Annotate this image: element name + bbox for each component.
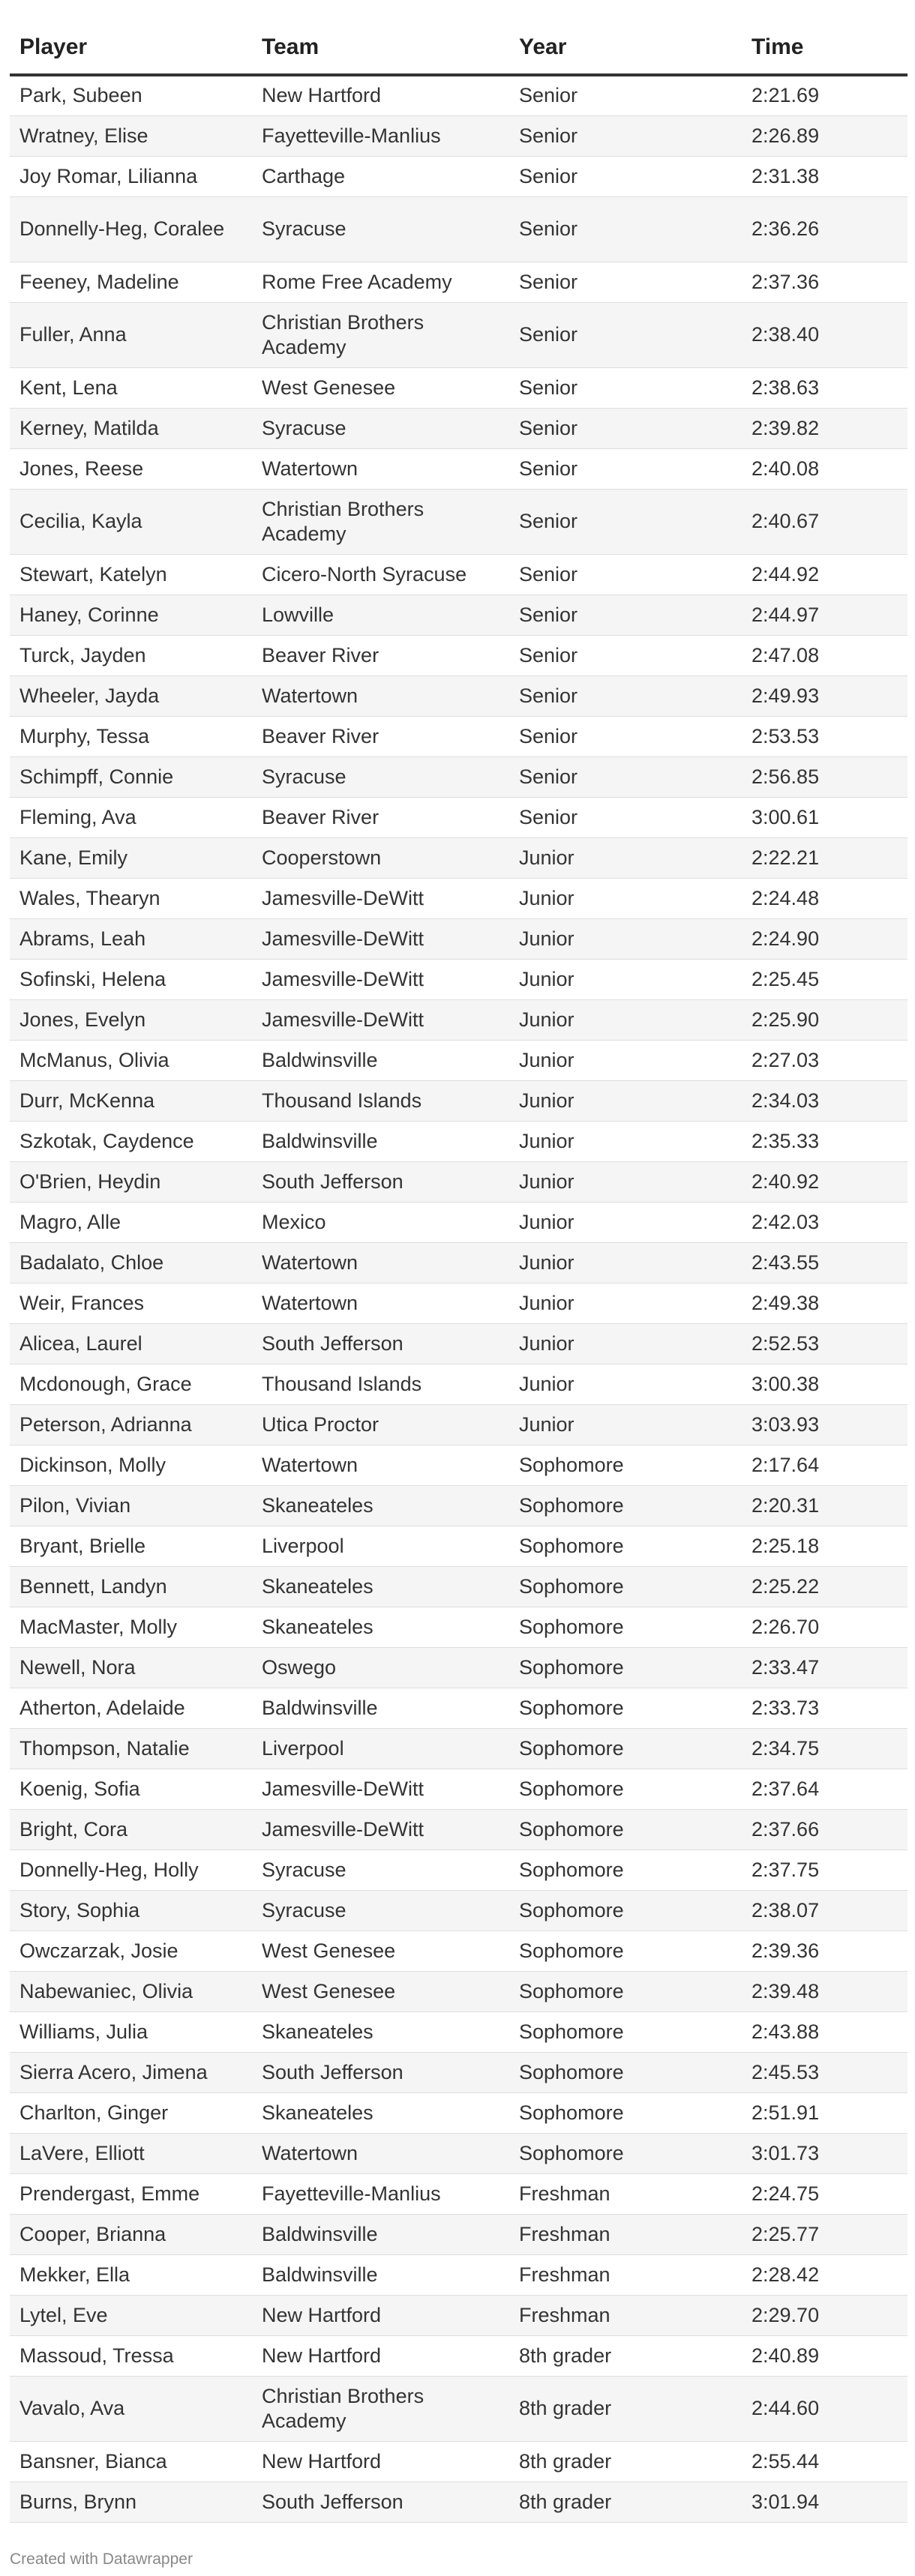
cell-player: Park, Subeen [10,75,252,115]
cell-year: Sophomore [509,1769,742,1809]
cell-team: Beaver River [252,716,509,756]
cell-year: Junior [509,878,742,918]
table-row [10,878,908,918]
cell-time: 2:37.36 [742,262,908,302]
cell-team: Watertown [252,1445,509,1485]
table-row [10,1121,908,1161]
cell-player: Wratney, Elise [10,115,252,156]
cell-time: 2:39.36 [742,1931,908,1971]
cell-player: Dickinson, Molly [10,1445,252,1485]
cell-player: Bansner, Bianca [10,2441,252,2482]
table-row [10,2376,908,2441]
cell-year: Senior [509,302,742,367]
cell-team: Watertown [252,1242,509,1283]
cell-player: Mekker, Ella [10,2254,252,2295]
cell-year: Senior [509,756,742,797]
cell-team: Jamesville-DeWitt [252,999,509,1040]
cell-team: Lowville [252,595,509,635]
cell-team: New Hartford [252,75,509,115]
table-row [10,1688,908,1728]
cell-time: 2:37.64 [742,1769,908,1809]
cell-year: Senior [509,262,742,302]
table-row [10,595,908,635]
cell-player: Nabewaniec, Olivia [10,1971,252,2011]
cell-player: Wheeler, Jayda [10,675,252,716]
table-row [10,2052,908,2092]
header-row [10,21,908,75]
column-header-player[interactable]: Player [10,21,252,75]
cell-team: Jamesville-DeWitt [252,1769,509,1809]
cell-team: West Genesee [252,367,509,408]
cell-time: 2:53.53 [742,716,908,756]
cell-player: Badalato, Chloe [10,1242,252,1283]
cell-year: Junior [509,1323,742,1364]
cell-time: 2:55.44 [742,2441,908,2482]
cell-time: 2:25.45 [742,959,908,999]
cell-team: Liverpool [252,1526,509,1566]
cell-player: Haney, Corinne [10,595,252,635]
cell-time: 2:34.03 [742,1080,908,1121]
cell-player: Bright, Cora [10,1809,252,1850]
cell-team: Baldwinsville [252,2214,509,2254]
cell-team: New Hartford [252,2335,509,2376]
table-row [10,1890,908,1931]
cell-player: Sofinski, Helena [10,959,252,999]
cell-year: Sophomore [509,1607,742,1647]
cell-year: Junior [509,1161,742,1202]
table-row [10,959,908,999]
cell-time: 2:39.82 [742,408,908,448]
cell-player: Alicea, Laurel [10,1323,252,1364]
cell-year: Sophomore [509,2133,742,2173]
cell-year: Junior [509,837,742,878]
table-row [10,797,908,837]
cell-player: McManus, Olivia [10,1040,252,1080]
cell-player: Pilon, Vivian [10,1485,252,1526]
table-row [10,1161,908,1202]
cell-player: Sierra Acero, Jimena [10,2052,252,2092]
cell-team: Thousand Islands [252,1364,509,1404]
cell-time: 2:45.53 [742,2052,908,2092]
table-row [10,1404,908,1445]
cell-team: Fayetteville-Manlius [252,2173,509,2214]
cell-player: Bennett, Landyn [10,1566,252,1607]
table-row [10,1080,908,1121]
results-table [10,21,908,2523]
cell-time: 3:03.93 [742,1404,908,1445]
table-row [10,1040,908,1080]
table-row [10,2335,908,2376]
cell-time: 2:26.89 [742,115,908,156]
cell-team: Syracuse [252,1890,509,1931]
cell-time: 2:20.31 [742,1485,908,1526]
cell-player: Burns, Brynn [10,2482,252,2522]
cell-year: 8th grader [509,2441,742,2482]
cell-time: 2:37.75 [742,1850,908,1890]
cell-player: Mcdonough, Grace [10,1364,252,1404]
cell-time: 2:28.42 [742,2254,908,2295]
cell-time: 2:24.75 [742,2173,908,2214]
cell-team: Baldwinsville [252,1040,509,1080]
table-row [10,489,908,554]
cell-year: Senior [509,716,742,756]
cell-time: 2:24.90 [742,918,908,959]
cell-time: 3:01.94 [742,2482,908,2522]
table-row [10,1202,908,1242]
table-row [10,999,908,1040]
cell-time: 2:49.38 [742,1283,908,1323]
cell-player: Stewart, Katelyn [10,554,252,595]
cell-player: Weir, Frances [10,1283,252,1323]
cell-time: 3:01.73 [742,2133,908,2173]
cell-year: Senior [509,554,742,595]
cell-time: 2:39.48 [742,1971,908,2011]
cell-player: Vavalo, Ava [10,2376,252,2441]
cell-year: Sophomore [509,2052,742,2092]
cell-team: Cooperstown [252,837,509,878]
cell-year: Senior [509,675,742,716]
cell-team: Syracuse [252,196,509,262]
cell-player: Wales, Thearyn [10,878,252,918]
cell-team: Watertown [252,675,509,716]
cell-year: 8th grader [509,2376,742,2441]
column-header-year[interactable]: Year [509,21,742,75]
column-header-team[interactable]: Team [252,21,509,75]
cell-team: Thousand Islands [252,1080,509,1121]
cell-time: 2:52.53 [742,1323,908,1364]
cell-time: 3:00.38 [742,1364,908,1404]
cell-year: Junior [509,1080,742,1121]
cell-player: Bryant, Brielle [10,1526,252,1566]
cell-team: Skaneateles [252,2092,509,2133]
cell-player: Joy Romar, Lilianna [10,156,252,196]
cell-year: Sophomore [509,1890,742,1931]
table-row [10,75,908,115]
table-row [10,1485,908,1526]
table-row [10,635,908,675]
cell-time: 2:17.64 [742,1445,908,1485]
cell-team: Baldwinsville [252,2254,509,2295]
table-row [10,2214,908,2254]
cell-player: Story, Sophia [10,1890,252,1931]
table-row [10,1809,908,1850]
table-row [10,115,908,156]
cell-time: 2:25.90 [742,999,908,1040]
cell-player: Kerney, Matilda [10,408,252,448]
cell-year: Junior [509,1283,742,1323]
cell-year: Senior [509,448,742,489]
cell-player: Koenig, Sofia [10,1769,252,1809]
cell-team: Baldwinsville [252,1121,509,1161]
cell-time: 2:25.18 [742,1526,908,1566]
table-row [10,675,908,716]
cell-time: 2:37.66 [742,1809,908,1850]
cell-year: Sophomore [509,1647,742,1688]
cell-time: 2:33.73 [742,1688,908,1728]
cell-year: Sophomore [509,1850,742,1890]
cell-player: Williams, Julia [10,2011,252,2052]
cell-year: Junior [509,1404,742,1445]
cell-player: Lytel, Eve [10,2295,252,2335]
table-row [10,1607,908,1647]
cell-player: Peterson, Adrianna [10,1404,252,1445]
cell-time: 2:43.88 [742,2011,908,2052]
table-row [10,1850,908,1890]
table-row [10,1566,908,1607]
cell-time: 2:21.69 [742,75,908,115]
table-row [10,2254,908,2295]
table-row [10,262,908,302]
cell-year: Freshman [509,2254,742,2295]
table-row [10,756,908,797]
cell-time: 2:31.38 [742,156,908,196]
table-row [10,2295,908,2335]
cell-team: Cicero-North Syracuse [252,554,509,595]
cell-player: Durr, McKenna [10,1080,252,1121]
cell-player: Kent, Lena [10,367,252,408]
cell-player: LaVere, Elliott [10,2133,252,2173]
cell-team: Syracuse [252,1850,509,1890]
cell-team: New Hartford [252,2295,509,2335]
cell-team: Watertown [252,1283,509,1323]
cell-team: Rome Free Academy [252,262,509,302]
cell-player: Massoud, Tressa [10,2335,252,2376]
cell-player: Magro, Alle [10,1202,252,1242]
datawrapper-credit[interactable]: Created with Datawrapper [10,2551,193,2568]
cell-team: West Genesee [252,1931,509,1971]
cell-player: O'Brien, Heydin [10,1161,252,1202]
table-row [10,1526,908,1566]
cell-team: South Jefferson [252,2482,509,2522]
table-row [10,1445,908,1485]
cell-player: Turck, Jayden [10,635,252,675]
table-row [10,1242,908,1283]
cell-team: Oswego [252,1647,509,1688]
cell-player: Atherton, Adelaide [10,1688,252,1728]
cell-team: Utica Proctor [252,1404,509,1445]
cell-team: Christian Brothers Academy [252,489,509,554]
cell-time: 2:36.26 [742,196,908,262]
cell-team: Christian Brothers Academy [252,2376,509,2441]
cell-time: 2:43.55 [742,1242,908,1283]
cell-time: 2:24.48 [742,878,908,918]
cell-year: Senior [509,595,742,635]
cell-time: 2:49.93 [742,675,908,716]
cell-year: Sophomore [509,1445,742,1485]
cell-year: Senior [509,156,742,196]
cell-year: Junior [509,999,742,1040]
table-row [10,1931,908,1971]
table-row [10,554,908,595]
cell-year: 8th grader [509,2482,742,2522]
table-row [10,1769,908,1809]
cell-time: 3:00.61 [742,797,908,837]
cell-year: Senior [509,408,742,448]
cell-team: South Jefferson [252,2052,509,2092]
table-header [10,21,908,75]
cell-year: Sophomore [509,1971,742,2011]
cell-team: Beaver River [252,797,509,837]
cell-player: Murphy, Tessa [10,716,252,756]
table-row [10,2011,908,2052]
cell-player: Cooper, Brianna [10,2214,252,2254]
table-row [10,1283,908,1323]
cell-time: 2:26.70 [742,1607,908,1647]
cell-time: 2:25.22 [742,1566,908,1607]
cell-team: Skaneateles [252,1566,509,1607]
cell-player: Donnelly-Heg, Coralee [10,196,252,262]
cell-time: 2:25.77 [742,2214,908,2254]
table-body [10,75,908,2522]
cell-year: Sophomore [509,2092,742,2133]
cell-year: Junior [509,1202,742,1242]
cell-time: 2:42.03 [742,1202,908,1242]
cell-player: Donnelly-Heg, Holly [10,1850,252,1890]
table-row [10,367,908,408]
table-row [10,918,908,959]
cell-team: Fayetteville-Manlius [252,115,509,156]
table-row [10,2133,908,2173]
cell-time: 2:29.70 [742,2295,908,2335]
cell-time: 2:35.33 [742,1121,908,1161]
cell-player: Cecilia, Kayla [10,489,252,554]
cell-year: Senior [509,75,742,115]
cell-year: Senior [509,367,742,408]
cell-year: Sophomore [509,1931,742,1971]
table-row [10,716,908,756]
cell-team: Baldwinsville [252,1688,509,1728]
cell-team: New Hartford [252,2441,509,2482]
cell-time: 2:33.47 [742,1647,908,1688]
cell-year: Sophomore [509,1485,742,1526]
cell-player: MacMaster, Molly [10,1607,252,1647]
table-row [10,302,908,367]
cell-year: Junior [509,1121,742,1161]
cell-time: 2:56.85 [742,756,908,797]
cell-player: Schimpff, Connie [10,756,252,797]
cell-time: 2:44.92 [742,554,908,595]
cell-team: West Genesee [252,1971,509,2011]
cell-time: 2:51.91 [742,2092,908,2133]
cell-year: Freshman [509,2295,742,2335]
cell-year: Senior [509,196,742,262]
cell-team: Watertown [252,448,509,489]
cell-year: Sophomore [509,1526,742,1566]
table-row [10,1728,908,1769]
cell-team: Syracuse [252,756,509,797]
table-row [10,1647,908,1688]
table-row [10,408,908,448]
cell-year: Freshman [509,2214,742,2254]
table-row [10,2482,908,2522]
cell-player: Kane, Emily [10,837,252,878]
cell-year: Senior [509,797,742,837]
cell-year: Sophomore [509,1688,742,1728]
table-row [10,156,908,196]
cell-year: Junior [509,918,742,959]
cell-player: Thompson, Natalie [10,1728,252,1769]
cell-time: 2:27.03 [742,1040,908,1080]
cell-team: South Jefferson [252,1161,509,1202]
cell-time: 2:40.89 [742,2335,908,2376]
cell-year: Sophomore [509,1809,742,1850]
cell-time: 2:38.40 [742,302,908,367]
cell-player: Szkotak, Caydence [10,1121,252,1161]
cell-year: Sophomore [509,2011,742,2052]
cell-team: Jamesville-DeWitt [252,959,509,999]
cell-player: Fleming, Ava [10,797,252,837]
cell-team: Syracuse [252,408,509,448]
cell-year: Junior [509,1242,742,1283]
cell-year: Senior [509,115,742,156]
cell-time: 2:40.67 [742,489,908,554]
cell-player: Prendergast, Emme [10,2173,252,2214]
cell-player: Abrams, Leah [10,918,252,959]
table-row [10,837,908,878]
cell-player: Jones, Evelyn [10,999,252,1040]
cell-player: Newell, Nora [10,1647,252,1688]
cell-year: Senior [509,635,742,675]
column-header-time[interactable]: Time [742,21,908,75]
cell-time: 2:38.07 [742,1890,908,1931]
cell-team: Watertown [252,2133,509,2173]
cell-player: Jones, Reese [10,448,252,489]
cell-year: Senior [509,489,742,554]
cell-team: South Jefferson [252,1323,509,1364]
cell-player: Feeney, Madeline [10,262,252,302]
cell-team: Carthage [252,156,509,196]
cell-time: 2:40.08 [742,448,908,489]
cell-year: 8th grader [509,2335,742,2376]
cell-time: 2:44.60 [742,2376,908,2441]
cell-player: Fuller, Anna [10,302,252,367]
cell-player: Charlton, Ginger [10,2092,252,2133]
table-row [10,448,908,489]
cell-year: Junior [509,1364,742,1404]
cell-time: 2:38.63 [742,367,908,408]
table-row [10,2441,908,2482]
cell-team: Mexico [252,1202,509,1242]
cell-year: Freshman [509,2173,742,2214]
cell-time: 2:44.97 [742,595,908,635]
cell-team: Skaneateles [252,1607,509,1647]
cell-year: Sophomore [509,1728,742,1769]
cell-team: Skaneateles [252,2011,509,2052]
cell-team: Jamesville-DeWitt [252,1809,509,1850]
cell-team: Liverpool [252,1728,509,1769]
cell-time: 2:47.08 [742,635,908,675]
table-row [10,196,908,262]
cell-year: Junior [509,1040,742,1080]
cell-team: Jamesville-DeWitt [252,878,509,918]
cell-time: 2:22.21 [742,837,908,878]
cell-team: Christian Brothers Academy [252,302,509,367]
cell-team: Jamesville-DeWitt [252,918,509,959]
cell-player: Owczarzak, Josie [10,1931,252,1971]
cell-team: Beaver River [252,635,509,675]
table-row [10,2092,908,2133]
table-row [10,1323,908,1364]
cell-time: 2:34.75 [742,1728,908,1769]
table-row [10,1364,908,1404]
cell-year: Junior [509,959,742,999]
cell-time: 2:40.92 [742,1161,908,1202]
table-row [10,2173,908,2214]
table-row [10,1971,908,2011]
cell-team: Skaneateles [252,1485,509,1526]
cell-year: Sophomore [509,1566,742,1607]
